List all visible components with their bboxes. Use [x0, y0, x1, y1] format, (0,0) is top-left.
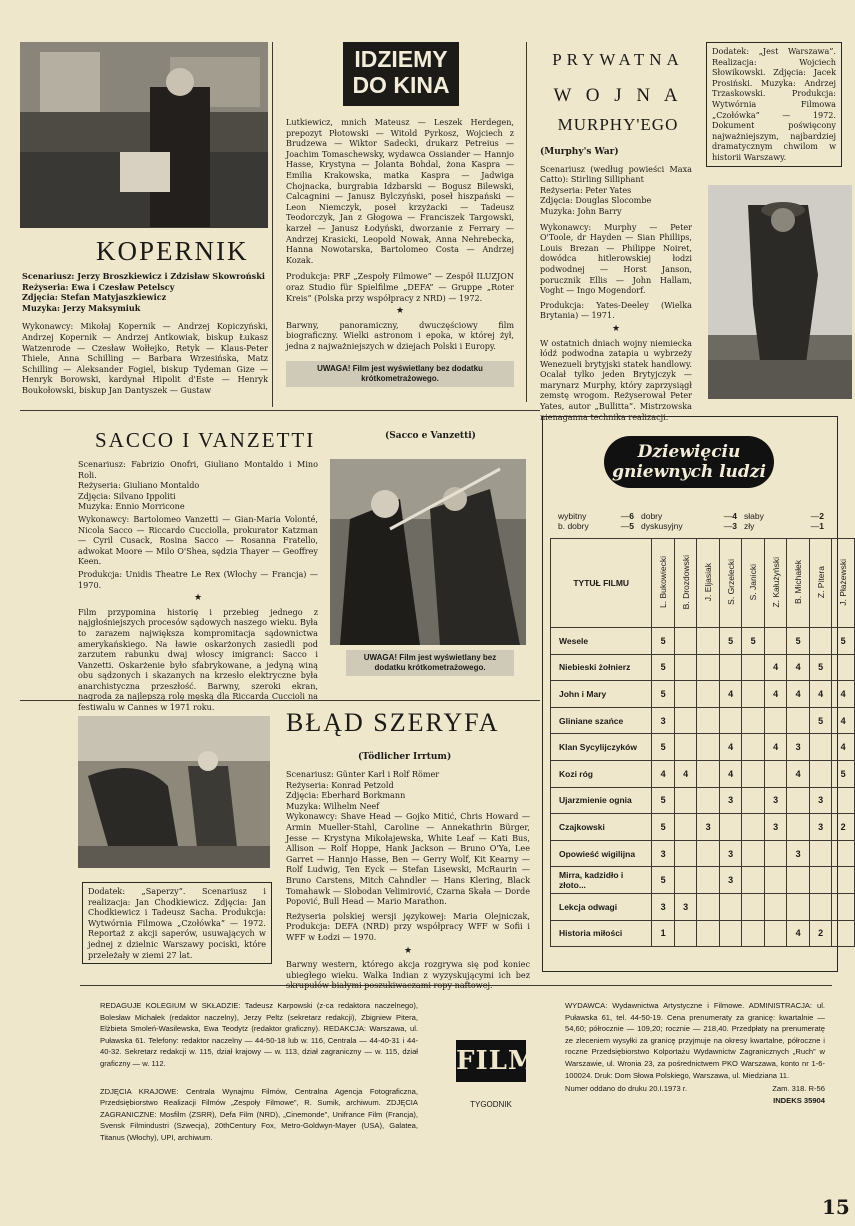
table-row: Kozi róg 4 4 4 4 5: [551, 760, 855, 787]
critic-header: S. Grzelecki: [719, 539, 742, 628]
print-date: Numer oddano do druku 20.I.1973 r.: [565, 1084, 688, 1094]
critic-header: B. Michałek: [787, 539, 810, 628]
kopernik-production: Produkcja: PRF „Zespoły Filmowe” — Zespół ILUZJON oraz Studio für Spielfilme „DEFA” — Gruppe „Roter Kreis” (Polska przy współpracy z NRD) — 1972.: [286, 271, 514, 303]
table-row: Mirra, kadzidło i złoto... 5 3: [551, 867, 855, 894]
film-logo-subtitle: TYGODNIK: [470, 1100, 512, 1109]
kopernik-description: Barwny, panoramiczny, dwuczęściowy film biograficzny. Wielki astronom i epoka, w której żył, jedna z najważniejszych w dziejach Polski i Europy.: [286, 319, 514, 351]
table-row: John i Mary 5 4 4 4 4 4: [551, 681, 855, 708]
table-row: Historia miłości 1 4 2: [551, 920, 855, 947]
star-separator: ★: [193, 593, 203, 604]
murphy-sidebox: Dodatek: „Jest Warszawa”. Realizacja: Wojciech Słowikowski. Zdjęcia: Jacek Prosiński. Muzyka: Andrzej Trzaskowski. Produkcja: Wytwórnia Filmowa „Czołówka” — 1972. Dokument poświęcony najważniejszym, najbardziej dramatycznym chwilom w historii Warszawy.: [706, 42, 842, 167]
critic-header: J. Płażewski: [832, 539, 855, 628]
star-separator: ★: [611, 323, 621, 334]
kopernik-photo: [20, 42, 268, 228]
kopernik-cast-continued: Lutkiewicz, mnich Mateusz — Leszek Herdegen, prepozyt Płotowski — Witold Pyrkosz, Wojciech z Brudzewa — Wiktor Sadecki, drukarz Petreius — Joachim Tomaschewsky, wydawca Ossiander — Hannjo Hasse, Krystyna — Jolanta Bohdal, żona Kaspra — Emilia Krakowska, matka Kaspra — Jadwiga Chojnacka, burgrabia Idzbarski — Bogusz Bilewski, Calcagnini — Janusz Bylczyński, poseł hiszpański — Leon Niemczyk, poseł krzyżacki — Tadeusz Teodorczyk, Jan z Głogowa — Franciszek Targowski, karzeł — Janusz Łodyński, dworzanie z Ferrary — Andrzej Krasicki, Leopold Nowak, Anna Nehrebecka, Hanna Nowotarska, Bartolomeo Costa — Andrzej Kozak.: [286, 117, 514, 265]
murphy-credits: Scenariusz (według powieści Maxa Catto): Stirling Silliphant Reżyseria: Peter Yates Zdjęcia: Douglas Slocombe Muzyka: John Barry: [540, 163, 692, 216]
ratings-title-badge: Dziewięciu gniewnych ludzi: [604, 436, 774, 488]
critic-header: J. Eljasiak: [697, 539, 720, 628]
sacco-credits: Scenariusz: Fabrizio Onofri, Giuliano Montaldo i Mino Roli. Reżyseria: Giuliano Montaldo Zdjęcia: Silvano Ippoliti Muzyka: Ennio Morricone: [78, 459, 318, 512]
film-logo: FILM: [456, 1040, 526, 1082]
szeryf-description: Barwny western, którego akcja rozgrywa się pod koniec ubiegłego wieku. Walka Indian z wyzyskującymi ich bez skrupułów białymi poszukiwaczami ropy naftowej.: [286, 959, 530, 991]
table-row: Czajkowski 5 3 3 3 2: [551, 814, 855, 841]
kopernik-credits: Scenariusz: Jerzy Broszkiewicz i Zdzisław Skowroński Reżyseria: Ewa i Czesław Petelscy Zdjęcia: Stefan Matyjaszkiewicz Muzyka: Jerzy Maksymiuk: [22, 271, 265, 313]
index-number: INDEKS 35904: [773, 1095, 825, 1105]
sacco-description: Film przypomina historię i przebieg jednego z najgłośniejszych procesów sądowych naszego wieku. Była to zarazem największa kompromitacja sądownictwa amerykańskiego. Na ławie oskarżonych zasiedli pod zarzutem rabunku dwaj włoscy imigranci: Sacco i Vanzetti. Oskarżenie było sfabrykowane, a jedyną winą obu sądzonych i skazanych na krzesło elektryczne była anarchistyczna przeszłość. Barwny, szeroki ekran, nagroda za najlepszą rolę męską dla Riccarda Cuccioli na festiwalu w Cannes w 1971 roku.: [78, 606, 318, 713]
murphy-description: W ostatnich dniach wojny niemiecka łódź podwodna zatapia u wybrzeży Wenezueli brytyjski statek handlowy. Ocalał tylko jeden Brytyjczyk — marynarz Murphy, który zaprzysiągł zemstę wrogom. Reżyserował Peter Yates, autor „Bullitta”. Mistrzowska nienaganna technika realizacji.: [540, 337, 692, 422]
murphy-subtitle: (Murphy's War): [540, 147, 619, 157]
table-row: Klan Sycylijczyków 5 4 4 3 4: [551, 734, 855, 761]
critic-header: L. Bukowiecki: [652, 539, 675, 628]
murphy-title-line1: PRYWATNA: [552, 50, 684, 69]
star-separator: ★: [395, 306, 405, 317]
szeryf-dubbing: Reżyseria polskiej wersji językowej: Maria Olejniczak, Produkcja: DEFA (NRD) przy współpracy WFF w Sofii i WFF w Łodzi — 1970.: [286, 910, 530, 942]
szeryf-photo: [78, 716, 270, 868]
table-row: Gliniane szańce 3 5 4: [551, 707, 855, 734]
order-number: Zam. 318. R-56: [772, 1084, 825, 1094]
table-row: Wesele 5 5 5 5 5: [551, 628, 855, 655]
murphy-title-line3: MURPHY'EGO: [557, 115, 679, 134]
murphy-production: Produkcja: Yates-Deeley (Wielka Brytania) — 1971.: [540, 299, 692, 321]
critic-header: B. Drozdowski: [674, 539, 697, 628]
star-separator: ★: [403, 945, 413, 956]
table-row: Niebieski żołnierz 5 4 4 5: [551, 654, 855, 681]
ratings-table: [550, 538, 855, 947]
murphy-title-line2: W O J N A: [553, 85, 683, 106]
masthead-editorial: REDAGUJE KOLEGIUM W SKŁADZIE: Tadeusz Karpowski (z-ca redaktora naczelnego), Bolesław Michałek (redaktor naczelny), Jerzy Peltz (sekretarz redakcji), Zbigniew Pitera, Elżbieta Smoleń-Wasilewska, Ewa Teodytz (redaktor graficzny). REDAKCJA: Warszawa, ul. Puławska 61. Telefony: redaktor naczelny — 44-50-18 lub w. 116, Centrala — 44-40-31 i 44-40-32. Sekretarz redakcji w. 115, dział krajowy — w. 113, dział zagraniczny — w. 115, dział graficzny — w. 112.: [100, 1001, 418, 1068]
sacco-notice: UWAGA! Film jest wyświetlany bez dodatku krótkometrażowego.: [346, 650, 514, 676]
murphy-cast: Wykonawcy: Murphy — Peter O'Toole, dr Hayden — Sian Phillips, Louis Brezan — Philippe Noiret, dowódca hitlerowskiej łodzi podwodnej — Horst Janson, porucznik Ellis — John Hallam, Voght — Ingo Mogendorf.: [540, 221, 692, 296]
column-rule: [272, 42, 273, 407]
szeryf-title: BŁĄD SZERYFA: [286, 708, 500, 737]
sacco-cast: Wykonawcy: Bartolomeo Vanzetti — Gian-Maria Volonté, Nicola Sacco — Riccardo Cucciolla, prokurator Katzman — Cyril Cusack, Rosina Sacco — Rosanna Fratello, adwokat Moore — Milo O'Shea, sędzia Thayer — Geoffrey Keen.: [78, 513, 318, 567]
idziemy-do-kina-logo: IDZIEMY DO KINA: [343, 42, 459, 106]
szeryf-credits: Scenariusz: Günter Karl i Rolf Römer Reżyseria: Konrad Petzold Zdjęcia: Eberhard Borkmann Muzyka: Wilhelm Neef: [286, 769, 440, 811]
table-row: Opowieść wigilijna 3 3 3: [551, 840, 855, 867]
szeryf-sidebox: Dodatek: „Saperzy”. Scenariusz i realizacja: Jan Chodkiewicz. Zdjęcia: Jan Chodkiewicz i Tadeusz Sacha. Produkcja: Wytwórnia Filmowa „Czołówka” — 1972. Reportaż z akcji saperów, usuwających w jednej z dzielnic Warszawy pociski, które przeleżały w ziemi 27 lat.: [82, 882, 272, 964]
masthead-photo-credits: ZDJĘCIA KRAJOWE: Centrala Wynajmu Filmów, Centralna Agencja Fotograficzna, Przedsiębiorstwo Realizacji Filmów „Zespoły Filmowe”, R. Sumik, archiwum. ZDJĘCIA ZAGRANICZNE: Mosfilm (ZSRR), Defa Film (NRD), „Cinemonde”, Unifrance Film (Francja), Svensk Filmindustri (Szwecja), 20thCentury Fox, Metro-Goldwyn-Mayer (USA), Galatea, Titanus (Włochy), UPI, archiwum.: [100, 1086, 418, 1142]
ratings-legend: wybitny —6 dobry —4 słaby —2 b. dobry —5 dyskusyjny —3 zły —1: [558, 511, 824, 531]
szeryf-original-title: (Tödlicher Irrtum): [358, 752, 452, 762]
column-rule: [526, 42, 527, 402]
sacco-production: Produkcja: Unidis Theatre Le Rex (Włochy — Francja) — 1970.: [78, 568, 318, 590]
murphy-photo: [708, 185, 852, 399]
critic-header: Z. Pitera: [809, 539, 832, 628]
page-number: 15: [822, 1195, 850, 1219]
sacco-photo: [330, 459, 526, 645]
sacco-original-title: (Sacco e Vanzetti): [385, 431, 476, 441]
critic-header: Z. Kałużyński: [764, 539, 787, 628]
table-row: Ujarzmienie ognia 5 3 3 3: [551, 787, 855, 814]
film-title-header: TYTUŁ FILMU: [551, 539, 652, 628]
szeryf-cast: Wykonawcy: Shave Head — Gojko Mitić, Chris Howard — Armin Mueller-Stahl, Caroline — Annekathrin Bürger, Jesse — Krystyna Mikołajewska, White Leaf — Kati Bus, Allison — Rolf Hoppe, Hank Jackson — Bruno O'Ya, Lee Garret — Hannjo Hasse, Ben — Gerry Wolf, Kit Kearny — Rolf Ludwig, Ten Eyck — Stefan Lisewski, McRaurin — Bruno Carstens, Mitch Cahndler — Hans Klering, Black Tomahawk — Slobodan Velimirović, Czarna Skała — Dorde Popović, Bull Head — Mario Marathon.: [286, 811, 530, 907]
kopernik-title: KOPERNIK: [96, 236, 249, 266]
table-row: Lekcja odwagi 3 3: [551, 893, 855, 920]
section-rule: [20, 410, 540, 411]
kopernik-cast: Wykonawcy: Mikołaj Kopernik — Andrzej Kopiczyński, Andrzej Kopernik — Andrzej Antkowiak, biskup Łukasz Watzenrode — Czesław Wołłejko, Retyk — Klaus-Peter Thiele, Anna Schilling — Barbara Wrzesińska, Matz Schilling — Aleksander Fogiel, biskup Tydeman Gize — Henryk Borowski, kardynał Hipolit d'Este — Henryk Boukołowski, biskup Jan Dantyszek — Gustaw: [22, 321, 268, 395]
kopernik-notice: UWAGA! Film jest wyświetlany bez dodatku krótkometrażowego.: [286, 361, 514, 387]
critic-header: S. Janicki: [742, 539, 765, 628]
masthead-publisher: WYDAWCA: Wydawnictwa Artystyczne i Filmowe. ADMINISTRACJA: ul. Puławska 61, tel. 44-50-19. Cena prenumeraty za granicę: kwartalnie — 54,60; półrocznie — 109,20; rocznie — 218,40. Przedpłaty na prenumeratę ze zleceniem wysyłki za granicę przyjmuje na okresy kwartalne, półroczne i roczne Przedsiębiorstwo Kolportażu Wydawnictw Zagranicznych „Ruch” w Warszawie, ul. Wronia 23, za pośrednictwem PKO Warszawa, konto nr 1-6-100024. Druk: Dom Słowa Polskiego, Warszawa, ul. Miedziana 11.: [565, 1001, 825, 1080]
sacco-title: SACCO I VANZETTI: [95, 428, 316, 452]
